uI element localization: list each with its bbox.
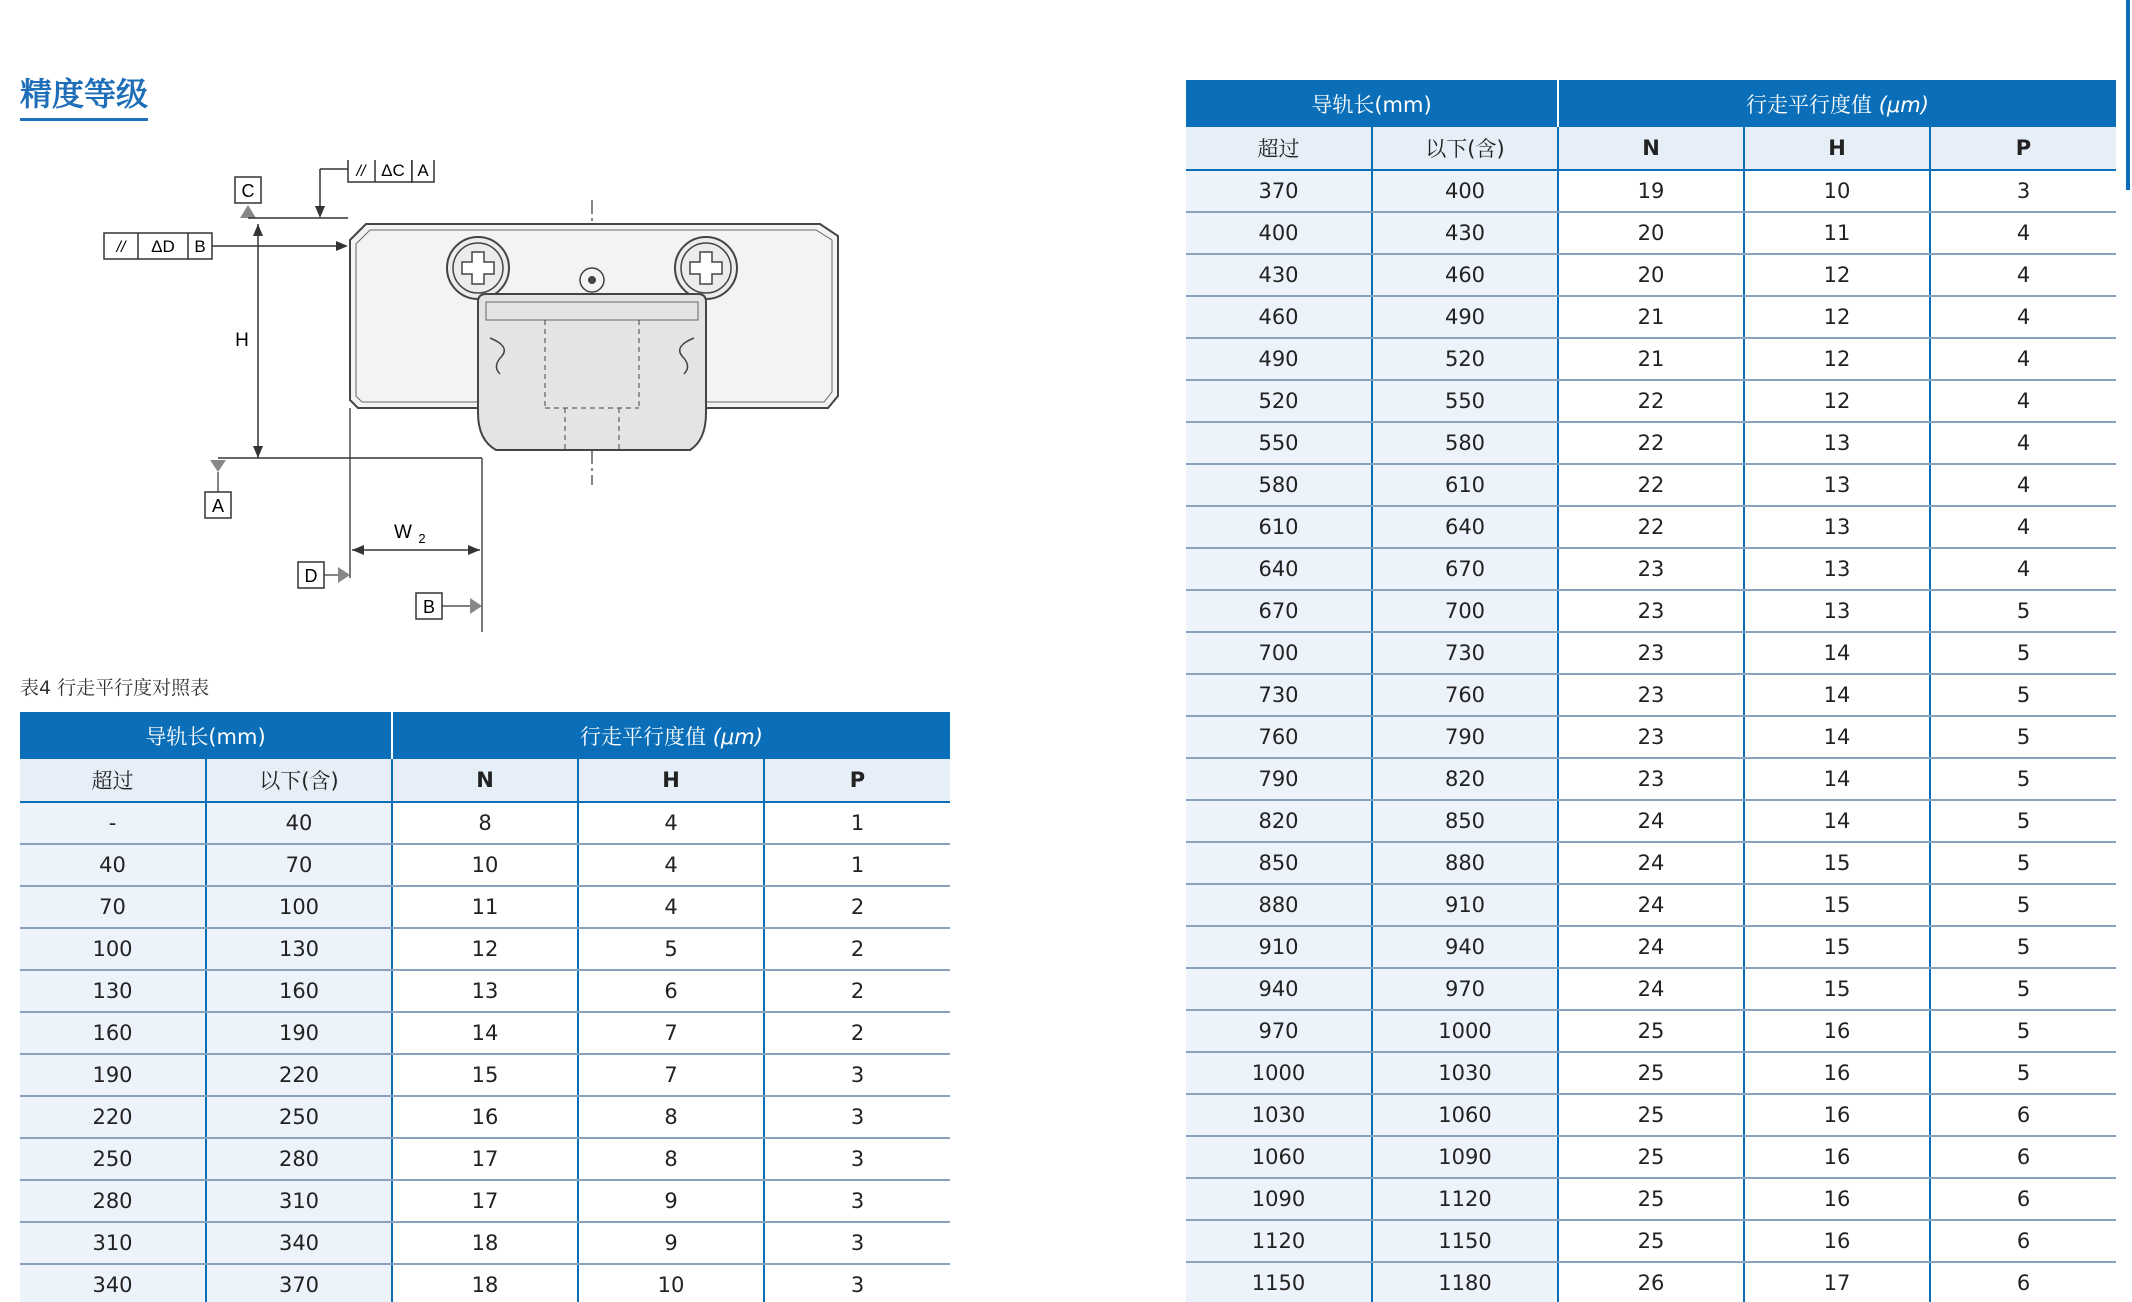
cell-over: 40 (20, 844, 206, 886)
cell-up-to: 1060 (1372, 1094, 1558, 1136)
cell-grade-n: 8 (392, 802, 578, 844)
cell-grade-n: 26 (1558, 1262, 1744, 1302)
cell-up-to: 280 (206, 1138, 392, 1180)
header-grade-h: H (1744, 127, 1930, 170)
cell-over: 910 (1186, 926, 1372, 968)
cell-grade-n: 24 (1558, 968, 1744, 1010)
cell-grade-p: 5 (1930, 926, 2116, 968)
cell-grade-p: 3 (764, 1096, 950, 1138)
cell-up-to: 880 (1372, 842, 1558, 884)
cell-grade-h: 9 (578, 1180, 764, 1222)
cell-up-to: 820 (1372, 758, 1558, 800)
cell-grade-h: 13 (1744, 506, 1930, 548)
cell-grade-h: 8 (578, 1096, 764, 1138)
cell-up-to: 700 (1372, 590, 1558, 632)
table-row (1186, 674, 2116, 716)
cell-grade-n: 18 (392, 1222, 578, 1264)
table-caption: 表4 行走平行度对照表 (20, 677, 210, 699)
table-row (1186, 254, 2116, 296)
cell-grade-h: 12 (1744, 380, 1930, 422)
header-grade-p: P (764, 759, 950, 802)
cell-grade-p: 4 (1930, 380, 2116, 422)
cell-over: 100 (20, 928, 206, 970)
table-row (1186, 1178, 2116, 1220)
cell-grade-n: 24 (1558, 800, 1744, 842)
cell-over: 460 (1186, 296, 1372, 338)
cell-up-to: 940 (1372, 926, 1558, 968)
cell-grade-h: 14 (1744, 758, 1930, 800)
cell-grade-p: 5 (1930, 1010, 2116, 1052)
cell-grade-p: 4 (1930, 296, 2116, 338)
cell-up-to: 1030 (1372, 1052, 1558, 1094)
table-row (20, 1138, 950, 1180)
header-grade-h: H (578, 759, 764, 802)
cell-grade-n: 22 (1558, 506, 1744, 548)
cell-over: 430 (1186, 254, 1372, 296)
cell-grade-n: 10 (392, 844, 578, 886)
cell-up-to: 910 (1372, 884, 1558, 926)
cell-grade-h: 17 (1744, 1262, 1930, 1302)
cell-grade-h: 12 (1744, 338, 1930, 380)
cell-grade-p: 3 (1930, 170, 2116, 212)
svg-text:B: B (422, 597, 436, 617)
svg-text:ΔC: ΔC (381, 161, 405, 180)
cell-over: 820 (1186, 800, 1372, 842)
header-grade-p: P (1930, 127, 2116, 170)
cell-grade-p: 5 (1930, 968, 2116, 1010)
cell-grade-h: 13 (1744, 590, 1930, 632)
cell-grade-h: 13 (1744, 422, 1930, 464)
cell-grade-n: 17 (392, 1180, 578, 1222)
cell-grade-h: 16 (1744, 1136, 1930, 1178)
cell-grade-p: 6 (1930, 1262, 2116, 1302)
cell-grade-h: 6 (578, 970, 764, 1012)
cell-grade-n: 25 (1558, 1220, 1744, 1262)
cell-over: 310 (20, 1222, 206, 1264)
cell-over: 940 (1186, 968, 1372, 1010)
header-up-to: 以下(含) (206, 759, 392, 802)
cell-up-to: 220 (206, 1054, 392, 1096)
cell-grade-p: 3 (764, 1054, 950, 1096)
cell-grade-h: 16 (1744, 1094, 1930, 1136)
cell-over: 70 (20, 886, 206, 928)
cell-grade-n: 25 (1558, 1094, 1744, 1136)
cell-grade-p: 4 (1930, 548, 2116, 590)
table-row (1186, 632, 2116, 674)
cell-grade-n: 21 (1558, 296, 1744, 338)
cell-over: 1060 (1186, 1136, 1372, 1178)
cell-grade-n: 22 (1558, 464, 1744, 506)
cell-grade-h: 15 (1744, 968, 1930, 1010)
cell-grade-n: 25 (1558, 1052, 1744, 1094)
cell-grade-p: 5 (1930, 842, 2116, 884)
cell-grade-p: 4 (1930, 212, 2116, 254)
cell-grade-n: 23 (1558, 758, 1744, 800)
cell-over: 790 (1186, 758, 1372, 800)
cell-grade-n: 22 (1558, 380, 1744, 422)
cell-grade-p: 3 (764, 1138, 950, 1180)
cell-up-to: 310 (206, 1180, 392, 1222)
cell-over: 490 (1186, 338, 1372, 380)
table-row (20, 1012, 950, 1054)
cell-grade-p: 2 (764, 886, 950, 928)
cell-grade-n: 12 (392, 928, 578, 970)
screw-left-icon (447, 237, 509, 299)
cell-grade-h: 14 (1744, 632, 1930, 674)
cell-grade-p: 5 (1930, 716, 2116, 758)
cell-up-to: 610 (1372, 464, 1558, 506)
cell-up-to: 490 (1372, 296, 1558, 338)
cell-grade-h: 11 (1744, 212, 1930, 254)
cell-grade-p: 4 (1930, 254, 2116, 296)
cell-up-to: 40 (206, 802, 392, 844)
table-row (1186, 842, 2116, 884)
cell-up-to: 850 (1372, 800, 1558, 842)
cell-grade-h: 9 (578, 1222, 764, 1264)
cell-grade-p: 2 (764, 1012, 950, 1054)
cell-grade-n: 24 (1558, 842, 1744, 884)
table-row (1186, 1262, 2116, 1302)
table-row (1186, 968, 2116, 1010)
cell-grade-h: 4 (578, 844, 764, 886)
cell-grade-h: 16 (1744, 1220, 1930, 1262)
table-row (20, 970, 950, 1012)
cell-grade-n: 25 (1558, 1136, 1744, 1178)
table-row (1186, 590, 2116, 632)
cell-grade-n: 22 (1558, 422, 1744, 464)
cell-up-to: 1150 (1372, 1220, 1558, 1262)
cell-grade-p: 5 (1930, 884, 2116, 926)
cell-grade-h: 14 (1744, 674, 1930, 716)
cell-grade-p: 5 (1930, 674, 2116, 716)
cell-grade-p: 6 (1930, 1220, 2116, 1262)
table-row (1186, 548, 2116, 590)
svg-text:B: B (194, 237, 206, 256)
header-over: 超过 (1186, 127, 1372, 170)
table-row (1186, 1220, 2116, 1262)
table-row (1186, 1010, 2116, 1052)
svg-text:H: H (235, 330, 249, 351)
parallelism-table-right (1186, 80, 2116, 1302)
cell-over: 670 (1186, 590, 1372, 632)
cell-up-to: 130 (206, 928, 392, 970)
screw-right-icon (675, 237, 737, 299)
table-row (20, 1096, 950, 1138)
svg-text://: // (116, 239, 126, 256)
cell-over: 1000 (1186, 1052, 1372, 1094)
cell-grade-p: 4 (1930, 464, 2116, 506)
cell-grade-n: 23 (1558, 632, 1744, 674)
cell-grade-p: 3 (764, 1264, 950, 1302)
cell-grade-p: 3 (764, 1222, 950, 1264)
cell-grade-n: 15 (392, 1054, 578, 1096)
cell-grade-h: 15 (1744, 842, 1930, 884)
cell-over: 250 (20, 1138, 206, 1180)
cell-grade-n: 20 (1558, 254, 1744, 296)
cell-up-to: 70 (206, 844, 392, 886)
table-row (20, 1222, 950, 1264)
cell-over: - (20, 802, 206, 844)
cell-grade-p: 4 (1930, 422, 2116, 464)
cell-grade-n: 17 (392, 1138, 578, 1180)
table-row (1186, 1094, 2116, 1136)
cell-grade-n: 24 (1558, 884, 1744, 926)
header-over: 超过 (20, 759, 206, 802)
svg-text://: // (356, 163, 366, 180)
svg-text:D: D (304, 566, 318, 586)
cell-grade-p: 1 (764, 844, 950, 886)
table-row (1186, 380, 2116, 422)
cell-grade-n: 13 (392, 970, 578, 1012)
table-row (1186, 296, 2116, 338)
svg-text:W: W (394, 522, 412, 543)
table-row (1186, 884, 2116, 926)
cell-grade-h: 4 (578, 886, 764, 928)
cell-over: 580 (1186, 464, 1372, 506)
cell-grade-h: 15 (1744, 884, 1930, 926)
cell-up-to: 790 (1372, 716, 1558, 758)
cell-over: 760 (1186, 716, 1372, 758)
cell-over: 640 (1186, 548, 1372, 590)
cell-grade-h: 5 (578, 928, 764, 970)
cell-up-to: 760 (1372, 674, 1558, 716)
cell-up-to: 1090 (1372, 1136, 1558, 1178)
cell-up-to: 670 (1372, 548, 1558, 590)
cell-over: 700 (1186, 632, 1372, 674)
cell-over: 610 (1186, 506, 1372, 548)
table-row (20, 1180, 950, 1222)
cell-over: 970 (1186, 1010, 1372, 1052)
cell-grade-n: 18 (392, 1264, 578, 1302)
cell-grade-n: 19 (1558, 170, 1744, 212)
cell-grade-h: 7 (578, 1054, 764, 1096)
table-row (1186, 1136, 2116, 1178)
cell-over: 1120 (1186, 1220, 1372, 1262)
cell-grade-h: 16 (1744, 1052, 1930, 1094)
cell-up-to: 250 (206, 1096, 392, 1138)
header-grade-n: N (1558, 127, 1744, 170)
cell-grade-p: 4 (1930, 338, 2116, 380)
cell-over: 190 (20, 1054, 206, 1096)
svg-text:A: A (417, 161, 429, 180)
cell-grade-h: 10 (1744, 170, 1930, 212)
cell-grade-p: 4 (1930, 506, 2116, 548)
cell-grade-n: 23 (1558, 716, 1744, 758)
cell-grade-p: 5 (1930, 590, 2116, 632)
cell-grade-h: 13 (1744, 548, 1930, 590)
cell-grade-n: 23 (1558, 548, 1744, 590)
cell-grade-n: 21 (1558, 338, 1744, 380)
cell-grade-n: 16 (392, 1096, 578, 1138)
cell-grade-h: 10 (578, 1264, 764, 1302)
table-row (20, 844, 950, 886)
table-row (1186, 800, 2116, 842)
header-up-to: 以下(含) (1372, 127, 1558, 170)
cell-up-to: 460 (1372, 254, 1558, 296)
cell-over: 160 (20, 1012, 206, 1054)
header-grade-n: N (392, 759, 578, 802)
cell-grade-h: 8 (578, 1138, 764, 1180)
svg-text:ΔD: ΔD (151, 237, 175, 256)
cell-up-to: 100 (206, 886, 392, 928)
cell-grade-p: 3 (764, 1180, 950, 1222)
cell-grade-n: 11 (392, 886, 578, 928)
cell-over: 370 (1186, 170, 1372, 212)
svg-text:C: C (241, 181, 255, 201)
header-parallelism: 行走平行度值 (μm) (392, 712, 950, 759)
parallelism-table-left (20, 712, 950, 1302)
table-row (1186, 716, 2116, 758)
cell-grade-p: 6 (1930, 1094, 2116, 1136)
header-rail-length: 导轨长(mm) (20, 712, 392, 759)
svg-text:A: A (211, 496, 225, 516)
table-row (20, 886, 950, 928)
cell-over: 1030 (1186, 1094, 1372, 1136)
cell-grade-h: 12 (1744, 296, 1930, 338)
cell-up-to: 340 (206, 1222, 392, 1264)
section-title: 精度等级 (20, 72, 148, 121)
cell-up-to: 970 (1372, 968, 1558, 1010)
table-row (20, 1264, 950, 1302)
cell-up-to: 370 (206, 1264, 392, 1302)
cell-grade-p: 6 (1930, 1136, 2116, 1178)
cell-grade-h: 16 (1744, 1178, 1930, 1220)
cell-grade-p: 5 (1930, 632, 2116, 674)
cell-up-to: 1180 (1372, 1262, 1558, 1302)
cell-up-to: 640 (1372, 506, 1558, 548)
cell-over: 400 (1186, 212, 1372, 254)
page-edge-marker (2126, 0, 2130, 190)
cell-over: 1090 (1186, 1178, 1372, 1220)
table-row (1186, 212, 2116, 254)
cell-up-to: 160 (206, 970, 392, 1012)
cell-over: 520 (1186, 380, 1372, 422)
cell-up-to: 520 (1372, 338, 1558, 380)
table-row (1186, 464, 2116, 506)
header-parallelism: 行走平行度值 (μm) (1558, 80, 2116, 127)
cell-grade-p: 1 (764, 802, 950, 844)
cell-grade-n: 25 (1558, 1010, 1744, 1052)
cell-grade-n: 25 (1558, 1178, 1744, 1220)
cell-grade-h: 14 (1744, 716, 1930, 758)
cell-grade-n: 20 (1558, 212, 1744, 254)
cell-up-to: 1000 (1372, 1010, 1558, 1052)
cell-grade-h: 7 (578, 1012, 764, 1054)
cell-grade-h: 4 (578, 802, 764, 844)
cell-over: 550 (1186, 422, 1372, 464)
header-rail-length: 导轨长(mm) (1186, 80, 1558, 127)
table-row (20, 928, 950, 970)
cell-over: 280 (20, 1180, 206, 1222)
table-row (20, 802, 950, 844)
cell-up-to: 730 (1372, 632, 1558, 674)
cell-grade-p: 2 (764, 928, 950, 970)
cell-grade-h: 15 (1744, 926, 1930, 968)
guide-rail-tolerance-drawing (90, 160, 890, 640)
cell-grade-h: 14 (1744, 800, 1930, 842)
cell-up-to: 400 (1372, 170, 1558, 212)
cell-grade-n: 24 (1558, 926, 1744, 968)
cell-grade-n: 23 (1558, 674, 1744, 716)
svg-text:2: 2 (418, 531, 426, 546)
cell-up-to: 430 (1372, 212, 1558, 254)
table-row (20, 1054, 950, 1096)
cell-grade-h: 16 (1744, 1010, 1930, 1052)
table-row (1186, 338, 2116, 380)
cell-over: 340 (20, 1264, 206, 1302)
cell-over: 850 (1186, 842, 1372, 884)
table-row (1186, 422, 2116, 464)
cell-grade-p: 2 (764, 970, 950, 1012)
cell-over: 1150 (1186, 1262, 1372, 1302)
cell-over: 220 (20, 1096, 206, 1138)
cell-grade-p: 5 (1930, 800, 2116, 842)
cell-over: 730 (1186, 674, 1372, 716)
cell-grade-n: 23 (1558, 590, 1744, 632)
table-row (1186, 758, 2116, 800)
cell-up-to: 190 (206, 1012, 392, 1054)
cell-up-to: 1120 (1372, 1178, 1558, 1220)
cell-grade-p: 5 (1930, 758, 2116, 800)
cell-grade-p: 6 (1930, 1178, 2116, 1220)
cell-grade-h: 13 (1744, 464, 1930, 506)
cell-over: 880 (1186, 884, 1372, 926)
cell-grade-n: 14 (392, 1012, 578, 1054)
cell-up-to: 580 (1372, 422, 1558, 464)
table-row (1186, 170, 2116, 212)
cell-grade-p: 5 (1930, 1052, 2116, 1094)
cell-over: 130 (20, 970, 206, 1012)
table-row (1186, 506, 2116, 548)
table-row (1186, 1052, 2116, 1094)
cell-up-to: 550 (1372, 380, 1558, 422)
table-row (1186, 926, 2116, 968)
cell-grade-h: 12 (1744, 254, 1930, 296)
